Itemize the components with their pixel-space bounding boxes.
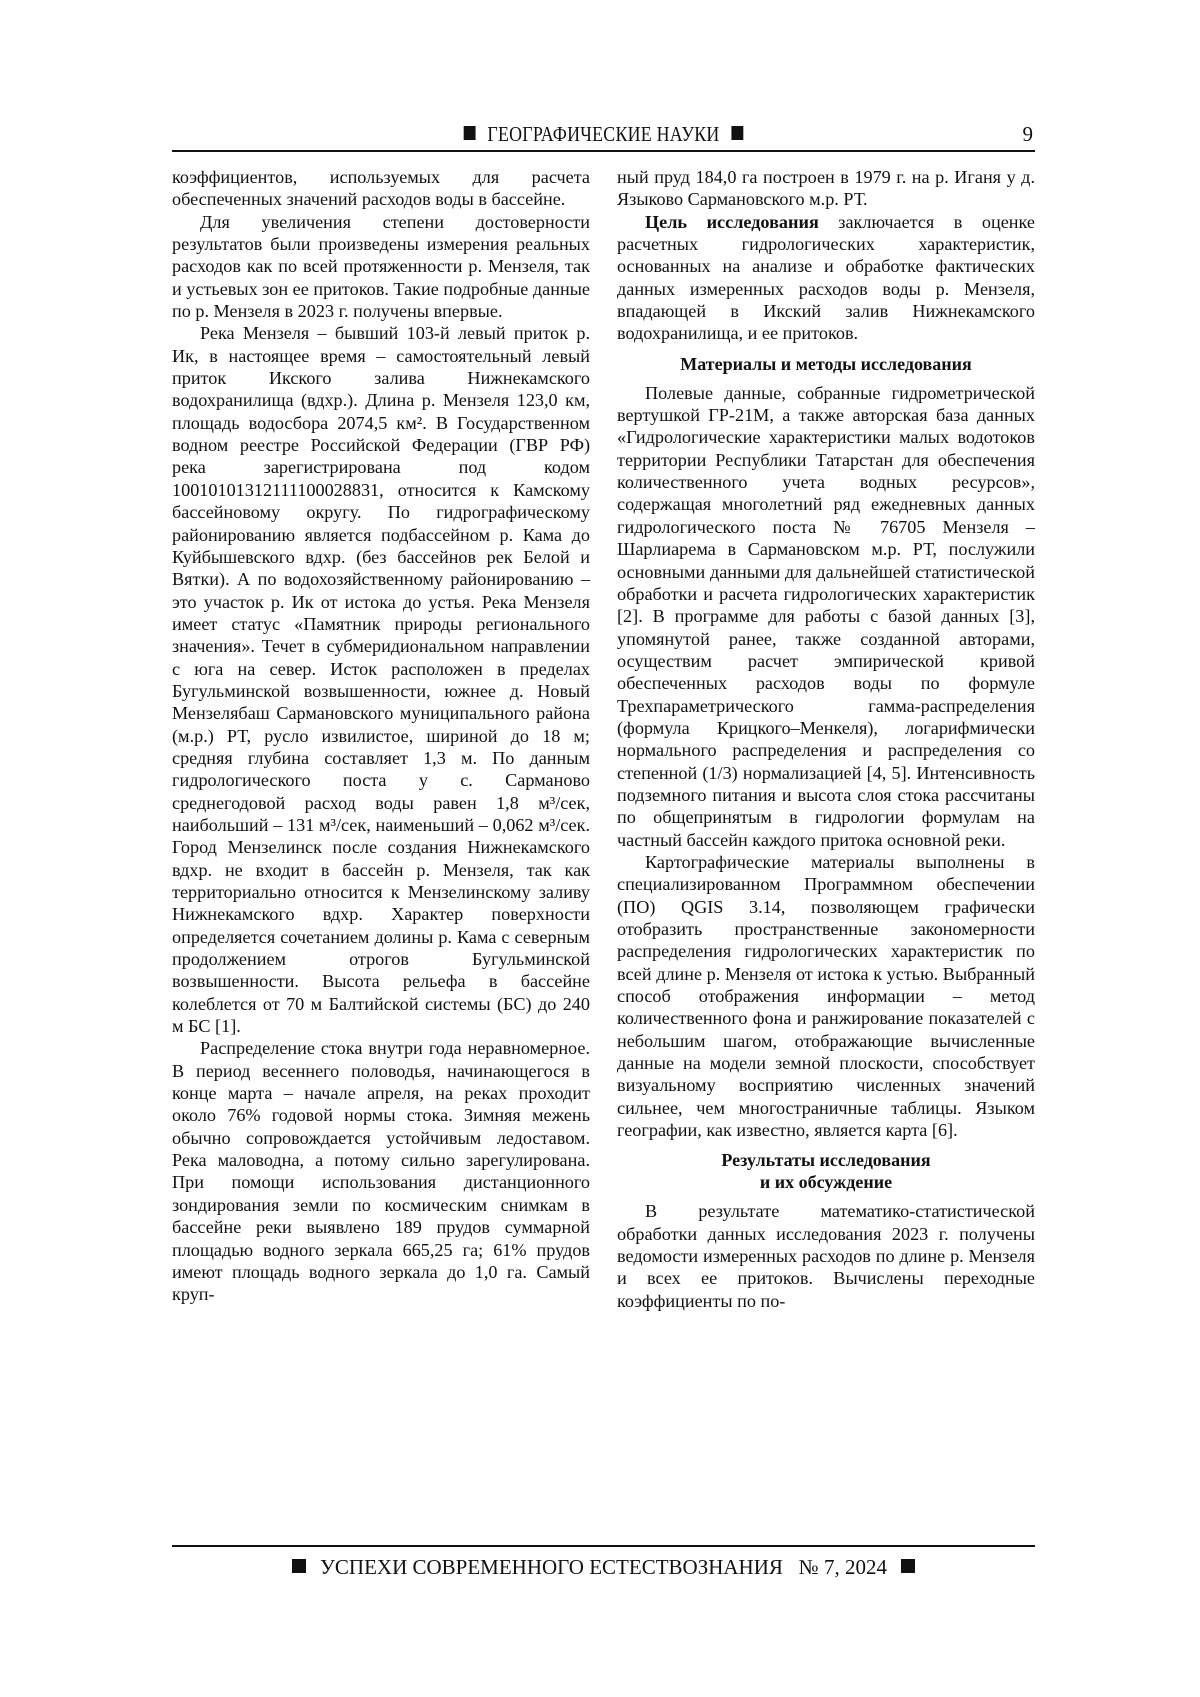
section-title: ГЕОГРАФИЧЕСКИЕ НАУКИ xyxy=(237,122,971,147)
running-header xyxy=(172,120,1035,152)
goal-paragraph: Цель исследования заключается в оценке расчетных гидрологических характеристик, основанных на анализе и обработке фактических данных измеренных расходов воды р. Мензеля, впадающей в Икский залив Нижнекамского водохранилища, и ее притоков. xyxy=(617,211,1035,345)
paragraph: Река Мензеля – бывший 103-й левый приток р. Ик, в настоящее время – самостоятельный левый приток Икского залива Нижнекамского водохранилища (вдхр.). Длина р. Мензеля 123,0 км, площадь водосбора 2074,5 км². В Государственном водном реестре Российской Федерации (ГВР РФ) река зарегистрирована под кодом 10010101312111100028831, относится к Камскому бассейновому округу. По гидрографическому районированию является подбассейном р. Кама до Куйбышевского вдхр. (без бассейнов рек Белой и Вятки). А по водохозяйственному районированию – это участок р. Ик от истока до устья. Река Мензеля имеет статус «Памятник природы регионального значения». Течет в субмеридиональном направлении с юга на север. Исток расположен в пределах Бугульминской возвышенности, южнее д. Новый Мензелябаш Сармановского муниципального района (м.р.) РТ, русло извилистое, шириной до 18 м; средняя глубина составляет 1,3 м. По данным гидрологического поста у с. Сарманово среднегодовой расход воды равен 1,8 м³/сек, наибольший – 131 м³/сек, наименьший – 0,062 м³/сек. Город Мензелинск после создания Нижнекамского вдхр. не входит в бассейн р. Мензеля, так как территориально относится к Мензелинскому заливу Нижнекамского вдхр. Характер поверхности определяется сочетанием долины р. Кама с северным продолжением отрогов Бугульминской возвышенности. Высота рельефа в бассейне колеблется от 70 м Балтийской системы (БС) до 240 м БС [1]. xyxy=(172,322,590,1037)
running-footer xyxy=(172,1545,1035,1580)
journal-title: УСПЕХИ СОВРЕМЕННОГО ЕСТЕСТВОЗНАНИЯ xyxy=(320,1555,783,1579)
right-column xyxy=(617,166,1035,1312)
page-number: 9 xyxy=(1023,122,1034,147)
left-column xyxy=(172,166,590,1306)
goal-label: Цель исследования xyxy=(645,212,819,232)
square-bullet-icon xyxy=(292,1559,306,1573)
square-bullet-icon xyxy=(731,126,743,140)
paragraph: В результате математико-статистической обработки данных исследования 2023 г. получены ведомости измеренных расходов по длине р. Мензеля и всех ее притоков. Вычислены переходные коэффициенты по по- xyxy=(617,1200,1035,1312)
paragraph: Распределение стока внутри года неравномерное. В период весеннего половодья, начинающегося в конце марта – начале апреля, на реках проходит около 76% годовой нормы стока. Зимняя межень обычно сопровождается устойчивым ледоставом. Река маловодна, а потому сильно зарегулирована. При помощи использования дистанционного зондирования земли по космическим снимкам в бассейне реки выявлено 189 прудов суммарной площадью водного зеркала 665,25 га; 61% прудов имеют площадь водного зеркала до 1,0 га. Самый круп- xyxy=(172,1037,590,1305)
paragraph: Полевые данные, собранные гидрометрической вертушкой ГР-21М, а также авторская база данных «Гидрологические характеристики малых водотоков территории Республики Татарстан для обеспечения количественного учета водных ресурсов», содержащая многолетний ряд ежедневных данных гидрологического поста № 76705 Мензеля – Шарлиарема в Сармановском м.р. РТ, послужили основными данными для дальнейшей статистической обработки и расчета гидрологических характеристик [2]. В программе для работы с базой данных [3], упомянутой ранее, также созданной авторами, осуществим расчет эмпирической кривой обеспеченных расходов воды по формуле Трехпараметрического гамма-распределения (формула Крицкого–Менкеля), логарифмически нормального распределения и распределения со степенной (1/3) нормализацией [4, 5]. Интенсивность подземного питания и высота слоя стока рассчитаны по общепринятым в гидрологии формулам на частный бассейн каждого притока основной реки. xyxy=(617,382,1035,851)
results-heading: Результаты исследования и их обсуждение xyxy=(617,1149,1035,1193)
square-bullet-icon xyxy=(464,126,476,140)
paragraph: Картографические материалы выполнены в специализированном Программном обеспечении (ПО) QGIS 3.14, позволяющем графически отобразить пространственные закономерности распределения гидрологических характеристик по всей длине р. Мензеля от истока к устью. Выбранный способ отображения информации – метод количественного фона и ранжирование показателей с небольшим шагом, отображающие вычисленные данные на модели земной плоскости, способствует визуальному восприятию численных значений сильнее, чем многостраничные таблицы. Языком географии, как известно, является карта [6]. xyxy=(617,851,1035,1141)
methods-heading: Материалы и методы исследования xyxy=(617,353,1035,375)
issue-number: № 7, 2024 xyxy=(799,1555,887,1579)
square-bullet-icon xyxy=(901,1559,915,1573)
paragraph: коэффициентов, используемых для расчета обеспеченных значений расходов воды в бассейне. xyxy=(172,166,590,211)
paragraph: Для увеличения степени достоверности результатов были произведены измерения реальных расходов как по всей протяженности р. Мензеля, так и устьевых зон ее притоков. Такие подробные данные по р. Мензеля в 2023 г. получены впервые. xyxy=(172,211,590,323)
paragraph: ный пруд 184,0 га построен в 1979 г. на р. Иганя у д. Языково Сармановского м.р. РТ. xyxy=(617,166,1035,211)
